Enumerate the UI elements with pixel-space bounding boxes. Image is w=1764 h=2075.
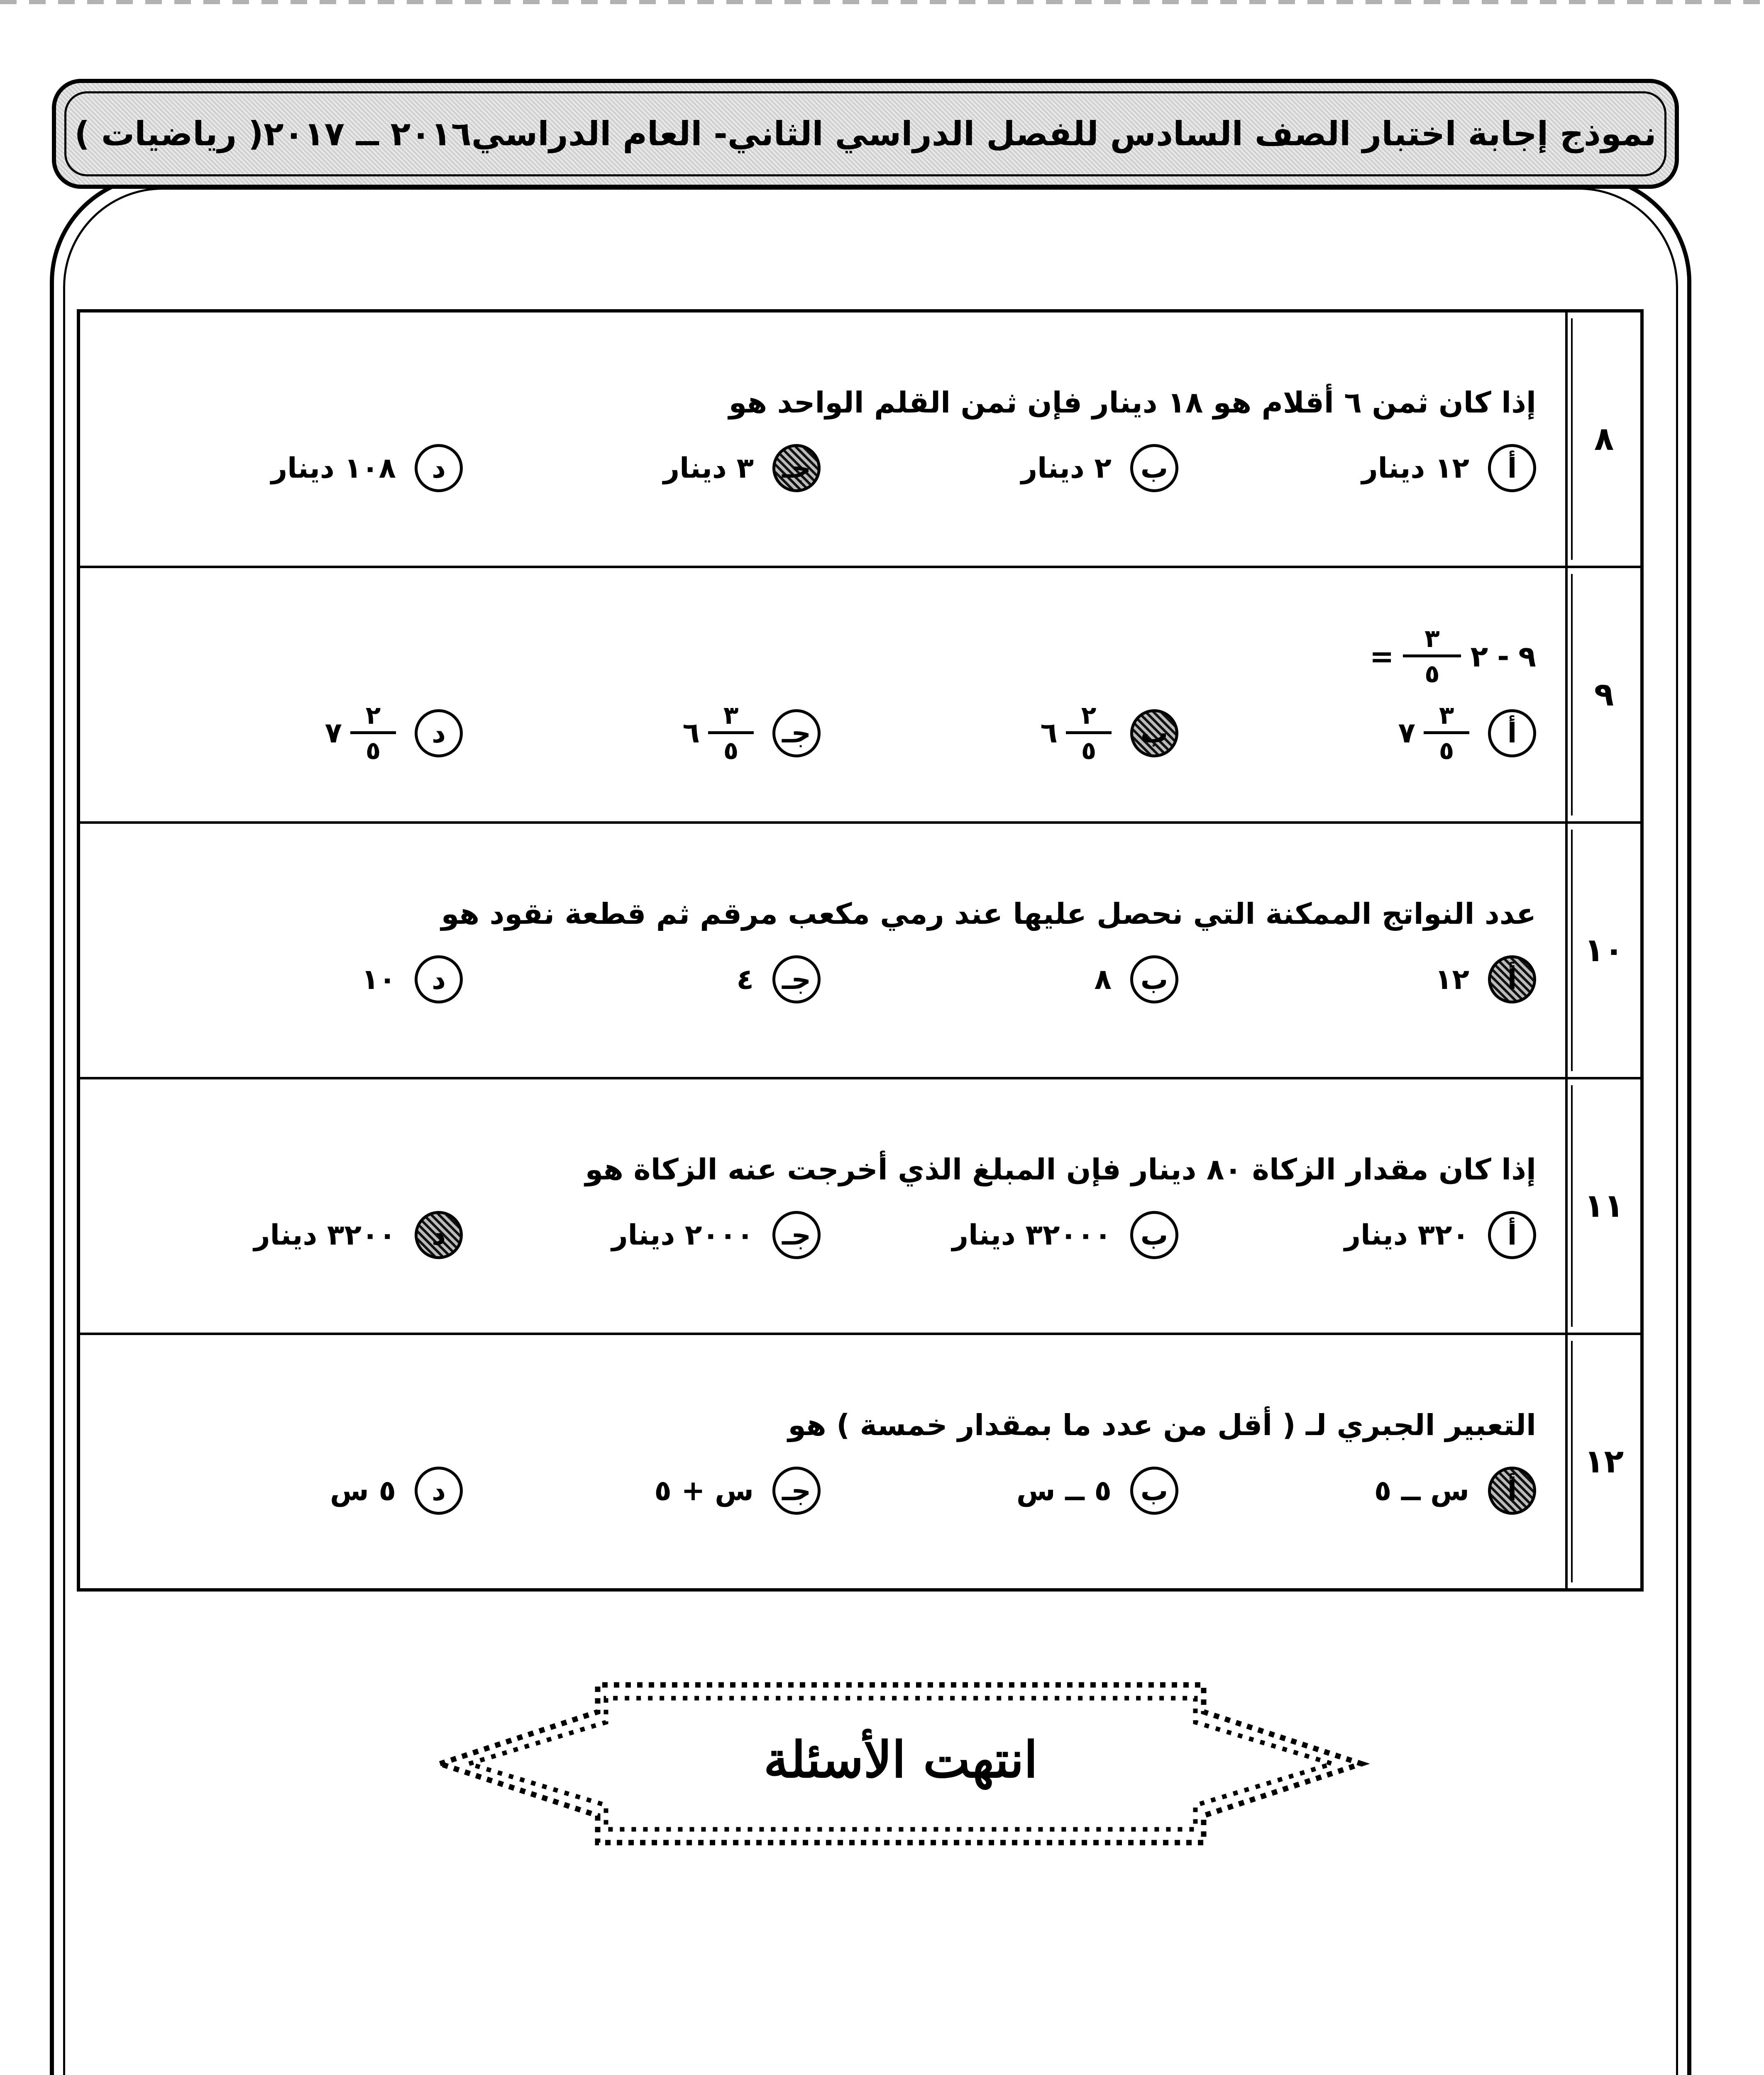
option-letter-circle: د <box>415 1467 463 1515</box>
question-text: إذا كان مقدار الزكاة ٨٠ دينار فإن المبلغ الذي أخرجت عنه الزكاة هو <box>585 1152 1536 1186</box>
option-value: ٨ <box>1094 963 1112 996</box>
expr-whole-a: ٩ <box>1518 639 1536 674</box>
end-of-questions-label: انتهت الأسئلة <box>763 1730 1038 1789</box>
question-text: إذا كان ثمن ٦ أقلام هو ١٨ دينار فإن ثمن القلم الواحد هو <box>728 385 1536 420</box>
option-fraction <box>708 703 754 763</box>
option-fraction <box>350 703 396 763</box>
question-number: ١٠ <box>1565 824 1640 1077</box>
question-row-10 <box>80 824 1640 1079</box>
scan-edge-top <box>0 0 1764 4</box>
expr-equals: = <box>1369 639 1394 674</box>
option-letter-circle: ب <box>1130 1211 1178 1259</box>
option-value: س ــ ٥ <box>1374 1474 1469 1507</box>
option-letter-circle: جـ <box>772 709 821 757</box>
question-row-11 <box>80 1079 1640 1335</box>
option-value: ٥ ــ س <box>1016 1474 1112 1507</box>
option-a[interactable] <box>1178 703 1536 763</box>
option-d[interactable] <box>105 444 463 492</box>
questions-table <box>77 309 1644 1592</box>
option-letter-circle: د <box>415 444 463 492</box>
options-list <box>105 444 1536 492</box>
options-list <box>105 703 1536 763</box>
fraction-numerator: ٢ <box>1081 701 1097 730</box>
option-letter-circle-selected: أ <box>1488 955 1536 1003</box>
fraction-bar <box>1403 654 1461 657</box>
option-letter-circle: جـ <box>772 955 821 1003</box>
header-banner <box>52 79 1679 189</box>
option-value: ٢ دينار <box>1021 452 1112 485</box>
question-body <box>80 1079 1565 1333</box>
option-b[interactable] <box>821 444 1178 492</box>
option-value: ٣ دينار <box>663 452 754 485</box>
question-number: ٩ <box>1565 568 1640 821</box>
fraction-denominator: ٥ <box>1439 736 1454 765</box>
question-text: التعبير الجبري لـ ( أقل من عدد ما بمقدار خمسة ) هو <box>788 1408 1536 1442</box>
option-letter-circle-selected: جـ <box>772 444 821 492</box>
option-value: ١٠ <box>361 963 396 996</box>
option-b[interactable] <box>821 1211 1178 1259</box>
fraction-denominator: ٥ <box>365 736 381 765</box>
fraction-bar <box>1066 731 1112 734</box>
option-whole: ٦ <box>682 717 700 749</box>
fraction-bar <box>350 731 396 734</box>
option-whole: ٧ <box>1398 717 1415 749</box>
option-value: ٥ س <box>330 1474 396 1507</box>
fraction-bar <box>708 731 754 734</box>
question-body <box>80 568 1565 821</box>
option-letter-circle: أ <box>1488 709 1536 757</box>
option-b[interactable] <box>821 703 1178 763</box>
option-b[interactable] <box>821 955 1178 1003</box>
option-value: ١٢ دينار <box>1361 452 1469 485</box>
option-letter-circle-selected: أ <box>1488 1467 1536 1515</box>
option-value: ٢٠٠٠ دينار <box>611 1218 754 1252</box>
option-b[interactable] <box>821 1467 1178 1515</box>
option-d[interactable] <box>105 955 463 1003</box>
expr-minus: - <box>1497 639 1510 674</box>
option-value: ١٠٨ دينار <box>271 452 396 485</box>
option-letter-circle: د <box>415 709 463 757</box>
expr-fraction <box>1403 626 1461 686</box>
question-body <box>80 312 1565 566</box>
options-list <box>105 1467 1536 1515</box>
question-expression <box>105 626 1536 686</box>
question-number: ١٢ <box>1565 1335 1640 1588</box>
question-body <box>80 824 1565 1077</box>
option-c[interactable] <box>463 955 821 1003</box>
option-value: ٣٢٠٠ دينار <box>254 1218 396 1252</box>
option-value: س + ٥ <box>654 1474 754 1507</box>
option-letter-circle-selected: ب <box>1130 709 1178 757</box>
option-value <box>1040 703 1112 763</box>
option-letter-circle: أ <box>1488 1211 1536 1259</box>
option-letter-circle: د <box>415 955 463 1003</box>
option-d[interactable] <box>105 703 463 763</box>
option-a[interactable] <box>1178 1211 1536 1259</box>
option-a[interactable] <box>1178 1467 1536 1515</box>
option-value <box>325 703 396 763</box>
question-row-9 <box>80 568 1640 824</box>
option-value: ١٢ <box>1434 963 1469 996</box>
fraction-numerator: ٣ <box>723 701 739 730</box>
option-letter-circle: جـ <box>772 1467 821 1515</box>
option-a[interactable] <box>1178 444 1536 492</box>
option-whole: ٧ <box>325 717 342 749</box>
option-letter-circle: ب <box>1130 955 1178 1003</box>
fraction-numerator: ٣ <box>1439 701 1454 730</box>
option-letter-circle: جـ <box>772 1211 821 1259</box>
question-number: ١١ <box>1565 1079 1640 1333</box>
option-c[interactable] <box>463 1467 821 1515</box>
fraction-numerator: ٢ <box>365 701 381 730</box>
option-value: ٤ <box>736 963 754 996</box>
option-whole: ٦ <box>1040 717 1058 749</box>
question-row-12 <box>80 1335 1640 1588</box>
question-body <box>80 1335 1565 1588</box>
options-list <box>105 955 1536 1003</box>
option-letter-circle: ب <box>1130 1467 1178 1515</box>
option-c[interactable] <box>463 444 821 492</box>
question-number: ٨ <box>1565 312 1640 566</box>
option-letter-circle-selected: د <box>415 1211 463 1259</box>
option-c[interactable] <box>463 1211 821 1259</box>
fraction-denominator: ٥ <box>1081 736 1097 765</box>
option-fraction <box>1424 703 1469 763</box>
question-text: عدد النواتج الممكنة التي نحصل عليها عند رمي مكعب مرقم ثم قطعة نقود هو <box>441 896 1536 931</box>
question-row-8 <box>80 312 1640 568</box>
option-fraction <box>1066 703 1112 763</box>
option-value <box>1398 703 1469 763</box>
option-d[interactable] <box>105 1211 463 1259</box>
expr-whole-b: ٢ <box>1470 639 1488 674</box>
page-title: نموذج إجابة اختبار الصف السادس للفصل الدراسي الثاني- العام الدراسي٢٠١٦ ــ ٢٠١٧( رياضيات ) <box>74 115 1656 153</box>
option-c[interactable] <box>463 703 821 763</box>
fraction-denominator: ٥ <box>1424 659 1440 688</box>
fraction-numerator: ٣ <box>1424 624 1440 653</box>
option-letter-circle: ب <box>1130 444 1178 492</box>
fraction-bar <box>1424 731 1469 734</box>
option-a[interactable] <box>1178 955 1536 1003</box>
option-value <box>682 703 754 763</box>
option-value: ٣٢٠٠٠ دينار <box>952 1218 1112 1252</box>
fraction-denominator: ٥ <box>723 736 739 765</box>
option-d[interactable] <box>105 1467 463 1515</box>
option-value: ٣٢٠ دينار <box>1344 1218 1469 1252</box>
option-letter-circle: أ <box>1488 444 1536 492</box>
options-list <box>105 1211 1536 1259</box>
